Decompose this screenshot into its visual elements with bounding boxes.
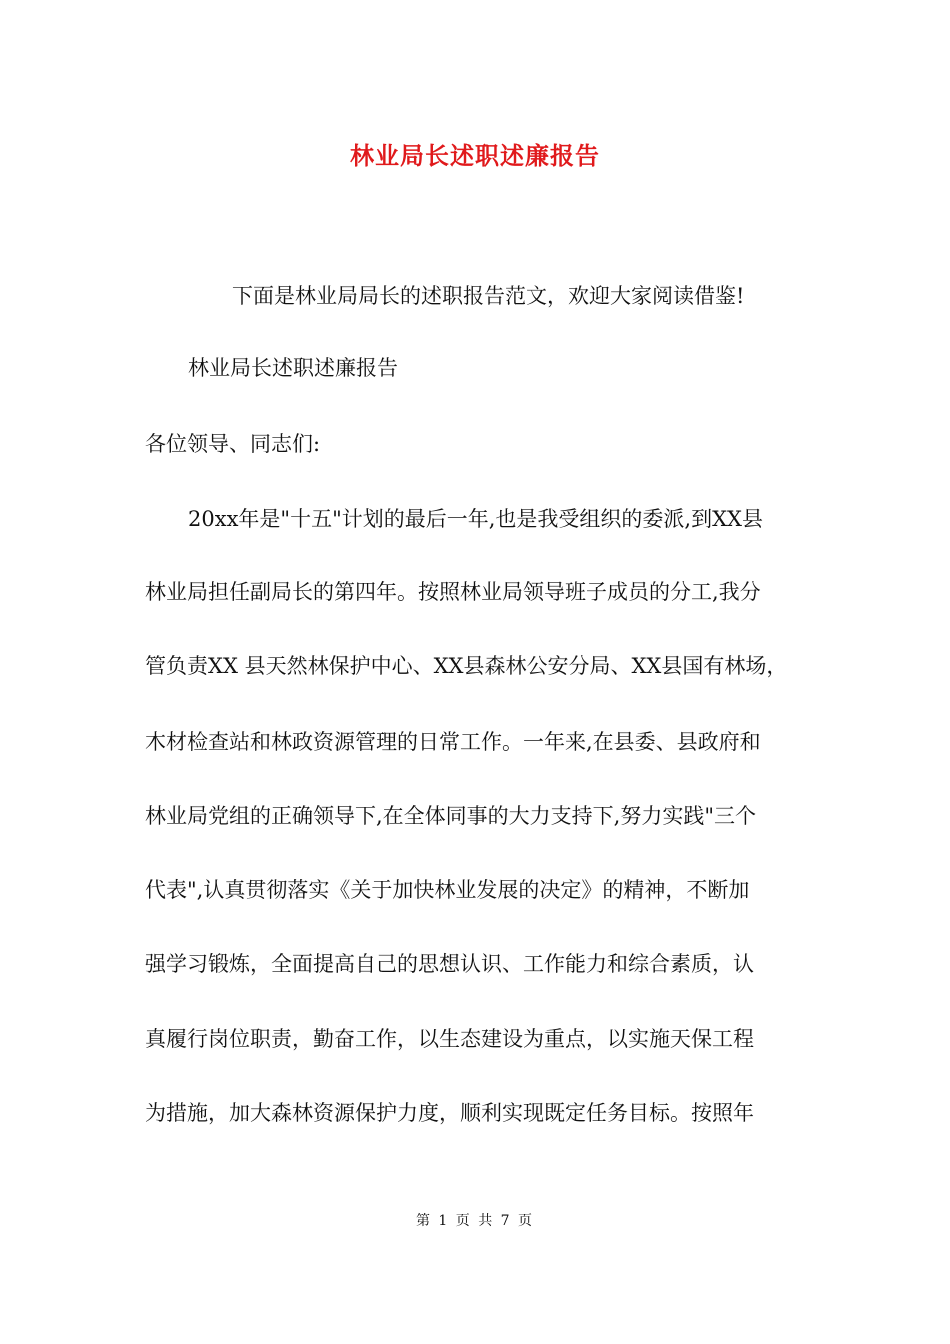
body-line: 木材检查站和林政资源管理的日常工作。一年来,在县委、县政府和 — [145, 730, 761, 754]
salutation: 各位领导、同志们: — [145, 432, 321, 456]
page-footer: 第 1 页 共 7 页 — [415, 1213, 535, 1229]
body-line: 林业局担任副局长的第四年。按照林业局领导班子成员的分工,我分 — [145, 580, 761, 604]
body-line: 为措施，加大森林资源保护力度，顺利实现既定任务目标。按照年 — [145, 1101, 754, 1125]
body-line: 强学习锻炼，全面提高自己的思想认识、工作能力和综合素质，认 — [145, 952, 754, 976]
body-line: 代表",认真贯彻落实《关于加快林业发展的决定》的精神，不断加 — [145, 878, 750, 902]
document-title: 林业局长述职述廉报告 — [350, 141, 600, 170]
body-line: 管负责XX 县天然林保护中心、XX县森林公安分局、XX县国有林场， — [145, 654, 788, 678]
body-line: 林业局党组的正确领导下,在全体同事的大力支持下,努力实践"三个 — [145, 804, 757, 828]
body-line: 20xx年是"十五"计划的最后一年,也是我受组织的委派,到XX县 — [188, 507, 763, 531]
body-line: 真履行岗位职责，勤奋工作，以生态建设为重点，以实施天保工程 — [145, 1027, 754, 1051]
report-subtitle: 林业局长述职述廉报告 — [188, 356, 398, 380]
intro-paragraph: 下面是林业局局长的述职报告范文，欢迎大家阅读借鉴! — [232, 284, 745, 308]
